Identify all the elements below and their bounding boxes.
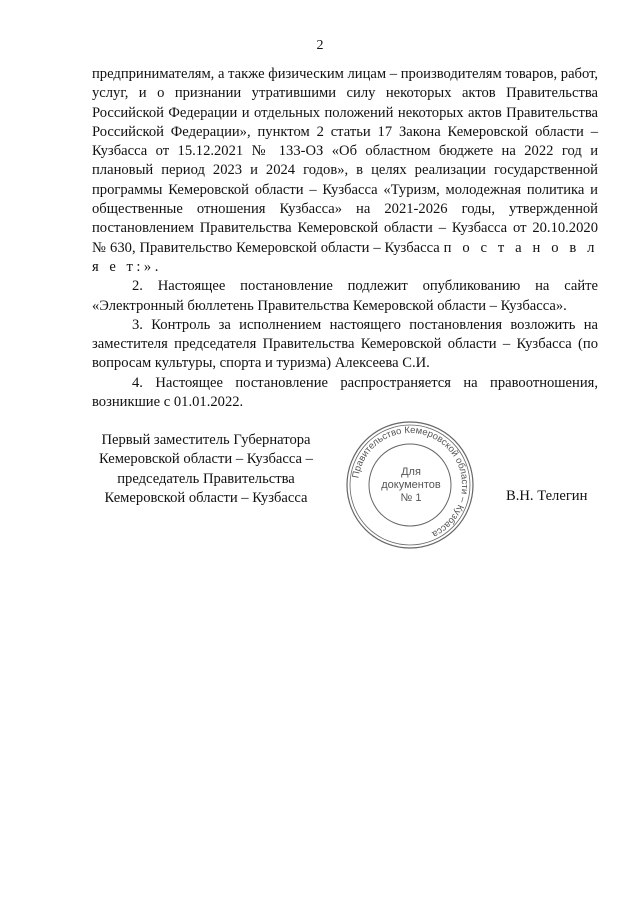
signer-position-line: Кемеровской области – Кузбасса (104, 489, 308, 506)
stamp-center-line: документов (381, 479, 441, 491)
signer-position-line: Кемеровской области – Кузбасса – (99, 451, 313, 468)
signer-position-line: председатель Правительства (117, 470, 295, 487)
stamp-center-line: Для (401, 466, 421, 478)
paragraph-2: 2. Настоящее постановление подлежит опубликованию на сайте «Электронный бюллетень Правительства Кемеровской области – Кузбасса». (92, 278, 598, 314)
page-number: 2 (316, 38, 324, 53)
stamp-center-line: № 1 (400, 492, 422, 504)
decree-word: п о с т а н о в л я е т:». (92, 239, 598, 275)
signer-position-line: Первый заместитель Губернатора (101, 432, 311, 448)
paragraph-1-text: предпринимателям, а также физическим лицам – производителям товаров, работ, услуг, и о признании утратившими силу некоторых актов Правительства Российской Федерации и отдельных положений некоторых актов Правительства Российской Федерации», пунктом 2 статьи 17 Закона Кемеровской области – Кузбасса от 15.12.2021 № 133-ОЗ «Об областном бюджете на 2022 год и плановый период 2023 и 2024 годов», в целях реализации государственной программы Кемеровской области – Кузбасса «Туризм, молодежная политика и общественные отношения Кузбасса» на 2021-2026 годы, утвержденной постановлением Правительства Кемеровской области – Кузбасса от 20.10.2020 № 630, Правительство Кемеровской области – Кузбасса (92, 66, 599, 256)
paragraph-4: 4. Настоящее постановление распространяется на правоотношения, возникшие с 01.01.2022. (92, 374, 598, 411)
official-stamp (345, 420, 475, 550)
signer-name: В.Н. Телегин (506, 488, 588, 504)
document-body (92, 65, 598, 412)
paragraph-1 (92, 65, 598, 277)
stamp-ring-textpath: Правительство Кемеровской области – Кузбасса (350, 424, 471, 540)
signer-position (86, 431, 326, 508)
paragraph-3: 3. Контроль за исполнением настоящего постановления возложить на заместителя председателя Правительства Кемеровской области – Кузбасса (по вопросам культуры, спорта и туризма) Алексеева С.И. (92, 316, 598, 372)
